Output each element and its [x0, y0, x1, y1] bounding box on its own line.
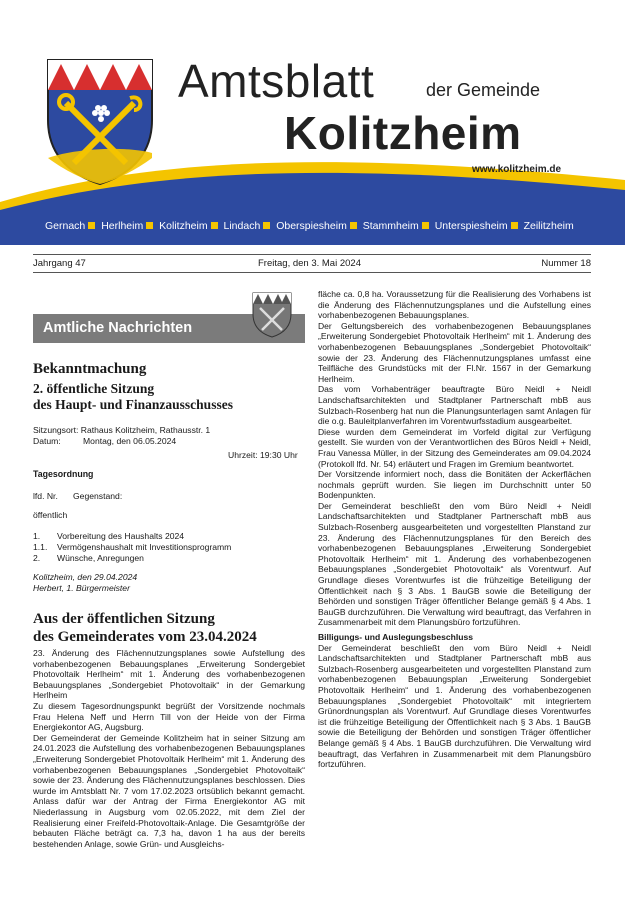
village-item: Stammheim: [362, 220, 419, 232]
agenda-list: [33, 531, 231, 564]
village-item: Oberspiesheim: [276, 220, 347, 232]
masthead: [0, 0, 625, 245]
agenda-text: Vorbereitung des Haushalts 2024: [57, 531, 185, 541]
village-item: Gernach: [45, 220, 86, 232]
title-amtsblatt: Amtsblatt: [178, 55, 375, 107]
paragraph: Der Gemeinderat beschließt den vom Büro Neidl + Neidl Landschaftsarchitekten und Stadtplaner Partnerschaft mbB aus Sulzbach-Rosenberg ausgearbeiteten und vorgestellten Planstand zum vorhabenbezogenen Bebauungsplan „Erweiterung Sondergebiet Photovoltaik Herlheim“ und 1. Änderung des vorhabenbezogenen Bebauungsplanes „Sondergebiet Photovoltaik“ mit integriertem Grünordnungsplan als Vorentwurf. Auf Grundlage dieses Vorentwurfes ist die frühzeitige Beteiligung der Öffentlichkeit nach § 3 Abs. 1 BauGB sowie die Beteiligung der Behörden und sonstigen Träger öffentlicher Belange gemäß § 4 Abs. 1 BauGB durchzuführen. Die Verwaltung wird beauftragt, das Verfahren in Zusammenarbeit mit dem Planungsbüro fortzuführen.: [318, 642, 591, 770]
issue-bar: [33, 254, 591, 273]
square-bullet-icon: [511, 222, 518, 229]
village-item: Unterspiesheim: [434, 220, 508, 232]
agenda-item: [33, 542, 231, 553]
right-article-body: [318, 289, 591, 770]
agenda-num: 1.: [33, 531, 41, 541]
village-item: Zeilitzheim: [523, 220, 574, 232]
signature: [33, 572, 137, 594]
agenda-num: 2.: [33, 553, 41, 563]
sitzung-heading-line: 2. öffentliche Sitzung: [33, 381, 155, 396]
square-bullet-icon: [211, 222, 218, 229]
title-town: Kolitzheim: [284, 107, 522, 159]
agenda-text: Vermögenshaushalt mit Investitionsprogramm: [57, 542, 232, 552]
gemeinderat-heading-line: des Gemeinderates vom 23.04.2024: [33, 629, 257, 645]
small-crest-icon: [252, 292, 292, 338]
paragraph: Der Geltungsbereich des vorhabenbezogenen Bebauungsplanes „Erweiterung Sondergebiet Photovoltaik Herlheim“ mit 1. Änderung des vorhabenbezogenen Bebauungsplanes „Sondergebiet Photovoltaik“ sowie der 23. Änderung des Flächennutzungsplanes umfasst eine Teilfläche des Grundstücks mit der Fl.Nr. 1567 in der Gemarkung Herlheim.: [318, 320, 591, 384]
section-title: Amtliche Nachrichten: [43, 320, 193, 336]
village-item: Herlheim: [101, 220, 144, 232]
col-gegenstand: Gegenstand:: [73, 491, 123, 501]
agenda-item: [33, 553, 231, 564]
paragraph: Diese wurden dem Gemeinderat im Vorfeld digital zur Verfügung gestellt. Sie wurden von der Verantwortlichen des Büros Neidl + Neidl, Frau Vanessa Müller, in der Sitzung des Gemeinderates am 09.04.2024 (Protokoll lfd. Nr. 54) erläutert und Fragen im Gremium beantwortet.: [318, 426, 591, 469]
village-item: Lindach: [223, 220, 261, 232]
square-bullet-icon: [350, 222, 357, 229]
issue-number: Nummer 18: [541, 258, 591, 269]
sitzung-heading-line: des Haupt- und Finanzausschusses: [33, 397, 233, 412]
website-link[interactable]: www.kolitzheim.de: [472, 164, 562, 175]
signature-place-date: Kolitzheim, den 29.04.2024: [33, 572, 138, 582]
tagesordnung-heading: Tagesordnung: [33, 469, 94, 479]
square-bullet-icon: [263, 222, 270, 229]
paragraph: Der Gemeinderat der Gemeinde Kolitzheim hat in seiner Sitzung am 24.01.2023 die Aufstellung des vorhabenbezogenen Bebauungsplanes „Erweiterung Sondergebiet Photovoltaik Herlheim“ mit 1. Änderung des vorhabenbezogenen Bebauungsplanes „Sondergebiet Photovoltaik“ sowie der 23. Änderung des Flächennutzungsplanes beschlossen. Dies wurde im Amtsblatt Nr. 7 vom 17.02.2023 ortsüblich bekannt gemacht. Anlass dafür war der Antrag der Firma Energiekontor AG mit Niederlassung in Augsburg vom 02.05.2022, mit dem Ziel der Realisierung einer Freifeld-Photovoltaik-Anlage. Die Gesamtgröße der bebauten Fläche beträgt ca. 7,3 ha, davon 1 ha aus der bereits bestehenden Anlage, sowie Grün- und Ausgleichs-: [33, 732, 305, 849]
square-bullet-icon: [88, 222, 95, 229]
title-der-gemeinde: der Gemeinde: [426, 80, 541, 100]
square-bullet-icon: [422, 222, 429, 229]
paragraph: Das vom Vorhabenträger beauftragte Büro Neidl + Neidl Landschaftsarchitekten und Stadtplaner Partnerschaft mbB aus Sulzbach-Rosenberg hat nun die Planungsunterlagen samt Anlagen für die o.g. Bauleitplanverfahren im Vorentwurfsstadium ausgearbeitet.: [318, 384, 591, 427]
sitzung-datum: [33, 436, 176, 447]
paragraph: fläche ca. 0,8 ha. Voraussetzung für die Realisierung des Vorhabens ist die Änderung des Flächennutzungsplanes und die Aufstellung eines vorhabenbezogenen Bebauungsplanes.: [318, 289, 591, 321]
issue-date: Freitag, den 3. Mai 2024: [258, 258, 361, 269]
agenda-text: Wünsche, Anregungen: [57, 553, 144, 563]
paragraph: 23. Änderung des Flächennutzungsplanes sowie Aufstellung des vorhabenbezogenen Bebauungsplanes „Erweiterung Sondergebiet Photovoltaik Herlheim“ mit 1. Änderung des vorhabenbezogenen Bebauungsplanes „Sondergebiet Photovoltaik“ in der Gemarkung Herlheim: [33, 648, 305, 701]
gemeinderat-heading: [33, 610, 257, 646]
bekanntmachung-heading: Bekanntmachung: [33, 361, 147, 377]
datum-label: Datum:: [33, 436, 61, 446]
tagesordnung-columns: [33, 491, 122, 502]
signature-name: Herbert, 1. Bürgermeister: [33, 583, 130, 593]
billigung-heading: Billigungs- und Auslegungsbeschluss: [318, 632, 473, 642]
left-article-body: [33, 648, 305, 849]
issue-jahrgang: Jahrgang 47: [33, 258, 86, 269]
village-list: [45, 220, 574, 232]
oeffentlich-label: öffentlich: [33, 510, 68, 520]
agenda-num: 1.1.: [33, 542, 48, 552]
sitzung-heading: [33, 381, 233, 413]
square-bullet-icon: [146, 222, 153, 229]
paragraph: Der Vorsitzende informiert noch, dass die Bonitäten der Ackerflächen nochmals geprüft wurden. Sie liegen im Durchschnitt unter 50 Bodenpunkten.: [318, 469, 591, 501]
agenda-item: [33, 531, 231, 542]
sitzung-uhrzeit: Uhrzeit: 19:30 Uhr: [228, 450, 298, 460]
datum-value: Montag, den 06.05.2024: [83, 436, 177, 446]
municipal-crest-icon: [46, 58, 154, 186]
village-item: Kolitzheim: [159, 220, 208, 232]
paragraph: Der Gemeinderat beschließt den vom Büro Neidl + Neidl Landschaftsarchitekten und Stadtplaner Partnerschaft mbB aus Sulzbach-Rosenberg ausgearbeiteten und vorgestellten Planstand zur 23. Änderung des Flächennutzungsplanes für den Bereich des vorhabenbezogenen Bebauungsplanes „Erweiterung Sondergebiet Photovoltaik Herlheim“ mit 1. Änderung des vorhabenbezogenen Bebauungsplanes „Sondergebiet Photovoltaik“ als Vorentwurf. Auf Grundlage dieses Vorentwurfes ist die frühzeitige Beteiligung der Öffentlichkeit nach § 3 Abs. 1 BauGB sowie die Beteiligung der Behörden und sonstigen Träger öffentlicher Belange gemäß § 4 Abs. 1 BauGB durchzuführen. Die Verwaltung wird beauftragt, das Verfahren in Zusammenarbeit mit dem Planungsbüro fortzuführen.: [318, 500, 591, 628]
gemeinderat-heading-line: Aus der öffentlichen Sitzung: [33, 611, 215, 627]
col-nr: lfd. Nr.: [33, 491, 58, 501]
paragraph: Zu diesem Tagesordnungspunkt begrüßt der Vorsitzende nochmals Frau Helena Neff und Herrn Till von der Heide von der Firma Energiekontor AG, Augsburg.: [33, 700, 305, 733]
sitzungsort: Sitzungsort: Rathaus Kolitzheim, Rathausstr. 1: [33, 425, 211, 435]
